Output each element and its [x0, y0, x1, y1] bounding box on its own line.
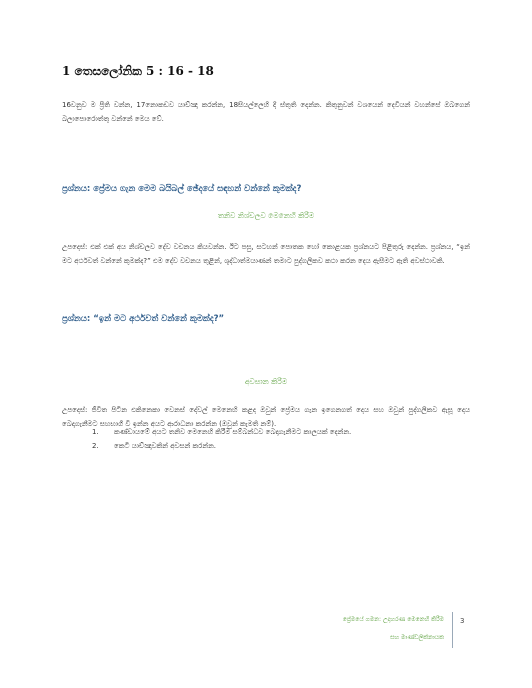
list-item: 2. කෙටි යාච්ඤාවකින් අවසන් කරන්න.: [92, 442, 216, 450]
subheading-silent-meditation: තනිව නිශ්චලව මෙනෙහි කිරීම: [217, 211, 315, 220]
question-heading-2: ප්‍රශ්නය: “ඉන් මට අර්ථවත් වන්නේ කුමක්ද?”: [62, 314, 225, 324]
list-item: 1. කණ්ඩායමේ අයට තනිව මෙනෙහි කිරීම සම්බන්ධව බෙදාගැනීමට කාලයක් දෙන්න.: [92, 428, 352, 436]
closing-steps-list: [92, 425, 351, 453]
subheading-closing: අවසාන කිරීම: [244, 377, 288, 386]
advice-paragraph-2: උපදෙස්: ජීවිත පිටින එකිනෙකා වෙනස් දේවල් මෙනෙහි කළද ඔවුන් ප්‍රේමය ගැන ඉගෙනගත් දෙය සහ ඔවුන් පුද්ගලිකව ඇසූ දෙය බෙදාගැනීමට සහභාගී වී ඉන්න අයට ආරාධනා කරන්න (ඔවුන් කැමති නම්).: [62, 406, 470, 428]
intro-paragraph: 16වනුව ම ප්‍රීති වන්න, 17නොකඩව යාච්ඤා කරන්න, 18සියල්ලෙහි දී ස්තුති දෙන්න. කිතුනුවන් වශයෙන් දෙවියන් වහන්සේ ඔබගෙන් බලාපොරොත්තු වන්නේ මෙය වේ.: [62, 101, 470, 123]
footer-title: ප්‍රේමයේ ගමන: උදාහරණ මෙනෙහි කිරීම: [342, 616, 444, 623]
page-title: 1 තෙසලෝනික 5 : 16 - 18: [62, 64, 214, 78]
page-number: 3: [460, 617, 465, 625]
question-heading-1: ප්‍රශ්නය: ප්‍රේමය ගැන මෙම බයිබල් ඡේදයේ සඳහන් වන්නේ කුමක්ද?: [62, 184, 302, 194]
footer-subtitle: සහ මාණ්ඩලික්නායක: [390, 634, 444, 641]
footer-divider: [452, 612, 453, 648]
advice-paragraph-1: උපදෙස්: එක් එක් අය නිශ්චලව දේව වචනය කියවන්න. ඊට පසු, සටහන් පොතක හෝ කොළයක ප්‍රශ්නයට පිළිතුරු දෙන්න. ප්‍රශ්නය, “ඉන් මට අර්ථවත් වන්නේ කුමක්ද?” එම දේව වචනය තුළින්, ශුද්ධාත්මයාණන් තමාට පුද්ගලිකව කථා කරන දෙය ඇසීමට ඇති අවස්ථාවකි.: [62, 243, 470, 265]
